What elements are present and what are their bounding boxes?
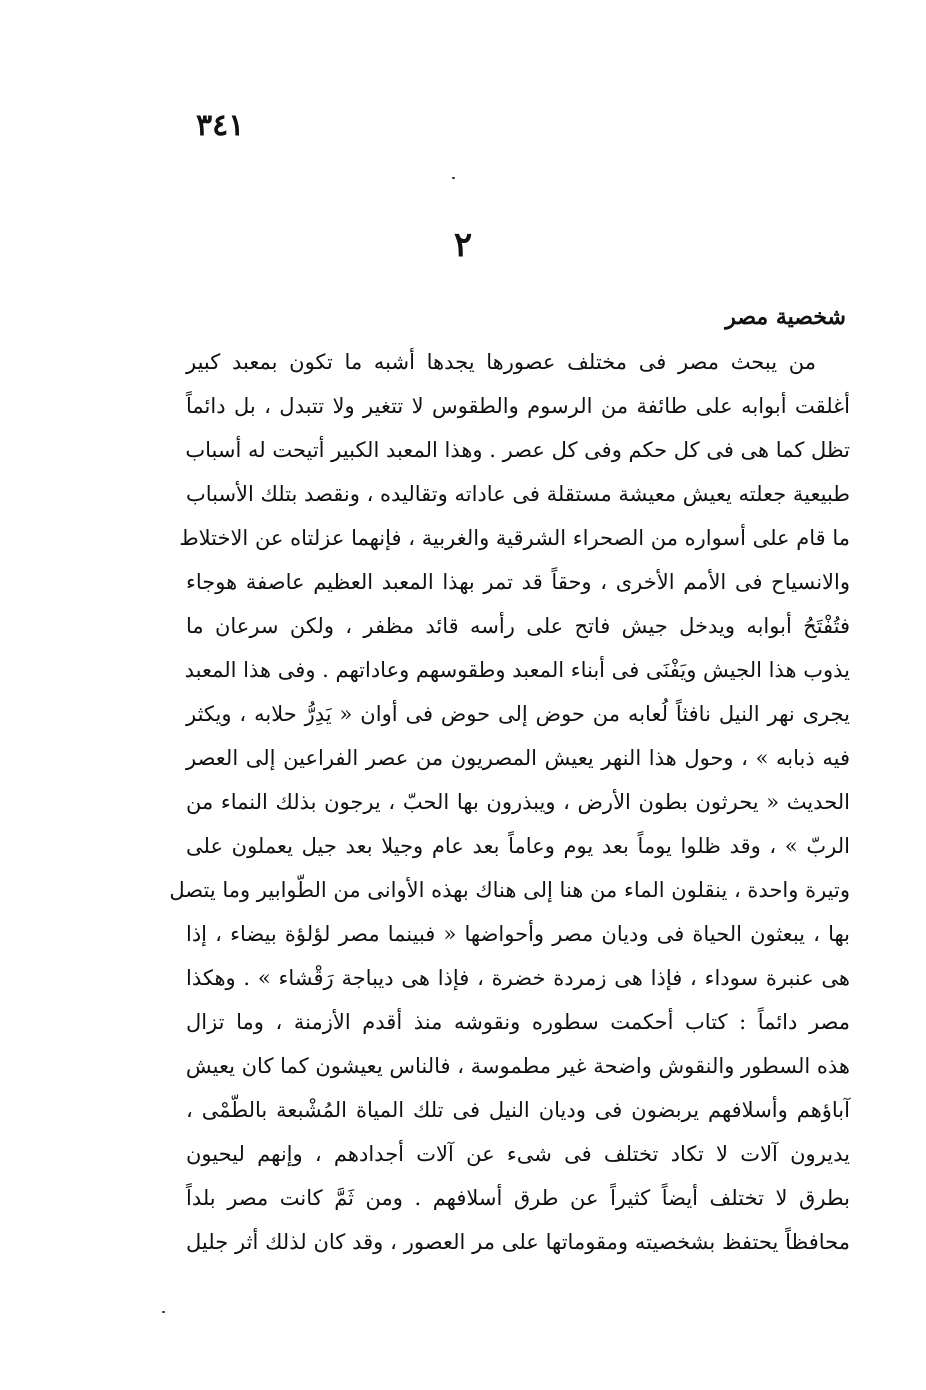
text-line: ما قام على أسواره من الصحراء الشرقية والغربية ، فإنهما عزلتاه عن الاختلاط: [179, 526, 850, 550]
text-line: بطرق لا تختلف أيضاً كثيراً عن طرق أسلافهم . ومن ثَمَّ كانت مصر بلداً: [186, 1186, 850, 1210]
text-line: تظل كما هى فى كل حكم وفى كل عصر . وهذا المعبد الكبير أتيحت له أسباب: [185, 438, 850, 462]
text-line: يديرون آلات لا تكاد تختلف فى شىء عن آلات أجدادهم ، وإنهم ليحيون: [186, 1142, 850, 1166]
text-line: هذه السطور والنقوش واضحة غير مطموسة ، فالناس يعيشون كما كان يعيش: [185, 1054, 850, 1078]
ink-speck: [452, 177, 455, 179]
text-line: يذوب هذا الجيش ويَفْنَى فى أبناء المعبد وطقوسهم وعاداتهم . وفى هذا المعبد: [184, 658, 850, 682]
chapter-number: ٢: [453, 225, 473, 265]
text-line: آباؤهم وأسلافهم يربضون فى وديان النيل فى تلك المياة المُشْبعة بالطّمْى ،: [186, 1098, 850, 1122]
text-line: بها ، يبعثون الحياة فى وديان مصر وأحواضها « فبينما مصر لؤلؤة بيضاء ، إذا: [186, 922, 850, 946]
text-line: فيه ذبابه » ، وحول هذا النهر يعيش المصريون من عصر الفراعين إلى العصر: [186, 746, 850, 770]
text-line: محافظاً يحتفظ بشخصيته ومقوماتها على مر العصور ، وقد كان لذلك أثر جليل: [186, 1230, 850, 1254]
body-text: [169, 340, 850, 1264]
page-number: ٣٤١: [196, 108, 245, 143]
text-line: طبيعية جعلته يعيش معيشة مستقلة فى عاداته وتقاليده ، ونقصد بتلك الأسباب: [185, 482, 850, 506]
text-line: يجرى نهر النيل نافثاً لُعابه من حوض إلى حوض فى أوان « يَدِرُّ حلابه ، ويكثر: [186, 702, 850, 726]
text-line: أغلقت أبوابه على طائفة من الرسوم والطقوس لا تتغير ولا تتبدل ، بل دائماً: [186, 394, 850, 418]
text-line: من يبحث مصر فى مختلف عصورها يجدها أشبه ما تكون بمعبد كبير: [186, 350, 816, 374]
text-line: وتيرة واحدة ، ينقلون الماء من هنا إلى هناك بهذه الأوانى من الطّوابير وما يتصل: [169, 878, 850, 902]
text-line: الحديث « يحرثون بطون الأرض ، ويبذرون بها الحبّ ، يرجون بذلك النماء من: [186, 790, 850, 814]
chapter-title: شخصية مصر: [725, 304, 846, 330]
text-line: هى عنبرة سوداء ، فإذا هى زمردة خضرة ، فإذا هى ديباجة رَقْشاء » . وهكذا: [186, 966, 850, 990]
text-line: مصر دائماً : كتاب أحكمت سطوره ونقوشه منذ أقدم الأزمنة ، وما تزال: [186, 1010, 850, 1034]
text-line: والانسياح فى الأمم الأخرى ، وحقاً قد تمر بهذا المعبد العظيم عاصفة هوجاء: [186, 570, 850, 594]
text-line: الربّ » ، وقد ظلوا يوماً بعد يوم وعاماً بعد عام وجيلا بعد جيل يعملون على: [186, 834, 850, 858]
ink-speck: [162, 1311, 165, 1313]
text-line: فتُفْتَحُ أبوابه ويدخل جيش فاتح على رأسه قائد مظفر ، ولكن سرعان ما: [186, 614, 850, 638]
